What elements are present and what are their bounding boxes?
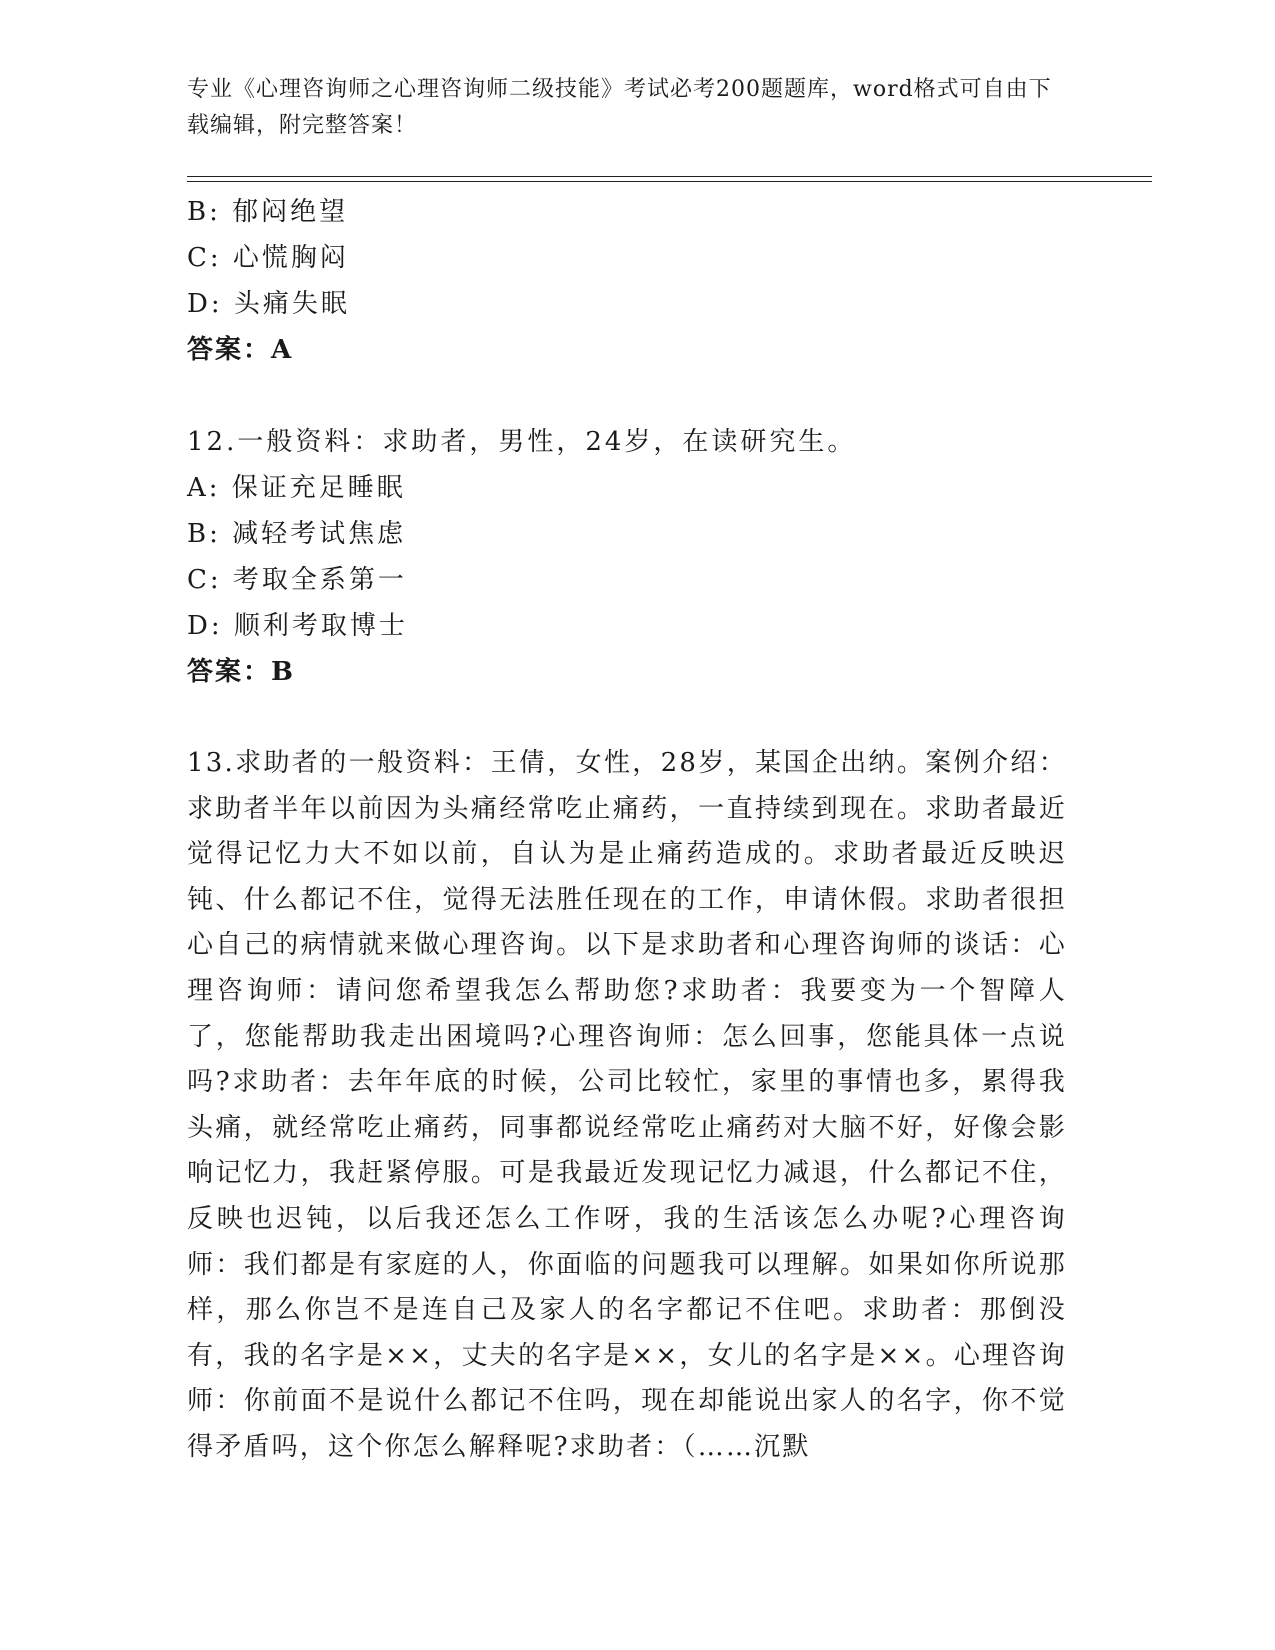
q12-option-b: B: 减轻考试焦虑 <box>187 519 407 549</box>
q12-question: 12.一般资料：求助者，男性，24岁，在读研究生。 <box>187 427 857 457</box>
q12-option-c: C: 考取全系第一 <box>187 565 407 595</box>
document-header: 专业《心理咨询师之心理咨询师二级技能》考试必考200题题库，word格式可自由下载编辑，附完整答案！ <box>187 77 1052 138</box>
q12-option-d: D: 顺利考取博士 <box>187 611 408 641</box>
header-divider-bottom <box>187 181 1152 182</box>
q11-option-c: C: 心慌胸闷 <box>187 243 349 273</box>
q11-option-d: D: 头痛失眠 <box>187 289 350 319</box>
q11-answer: 答案：A <box>187 335 294 365</box>
q12-answer: 答案：B <box>187 657 295 687</box>
document-body <box>187 189 1067 1471</box>
q12-option-a: A: 保证充足睡眠 <box>187 473 406 503</box>
q11-option-b: B: 郁闷绝望 <box>187 197 349 227</box>
q13-question: 13.求助者的一般资料：王倩，女性，28岁，某国企出纳。案例介绍：求助者半年以前因为头痛经常吃止痛药，一直持续到现在。求助者最近觉得记忆力大不如以前，自认为是止痛药造成的。求助者最近反映迟钝、什么都记不住，觉得无法胜任现在的工作，申请休假。求助者很担心自己的病情就来做心理咨询。以下是求助者和心理咨询师的谈话：心理咨询师：请问您希望我怎么帮助您?求助者：我要变为一个智障人了，您能帮助我走出困境吗?心理咨询师：怎么回事，您能具体一点说吗?求助者：去年年底的时候，公司比较忙，家里的事情也多，累得我头痛，就经常吃止痛药，同事都说经常吃止痛药对大脑不好，好像会影响记忆力，我赶紧停服。可是我最近发现记忆力减退，什么都记不住，反映也迟钝，以后我还怎么工作呀，我的生活该怎么办呢?心理咨询师：我们都是有家庭的人，你面临的问题我可以理解。如果如你所说那样，那么你岂不是连自己及家人的名字都记不住吧。求助者：那倒没有，我的名字是××，丈夫的名字是××，女儿的名字是××。心理咨询师：你前面不是说什么都记不住吗，现在却能说出家人的名字，你不觉得矛盾吗，这个你怎么解释呢?求助者：（……沉默 <box>187 748 1067 1462</box>
header-divider-top <box>187 176 1152 177</box>
